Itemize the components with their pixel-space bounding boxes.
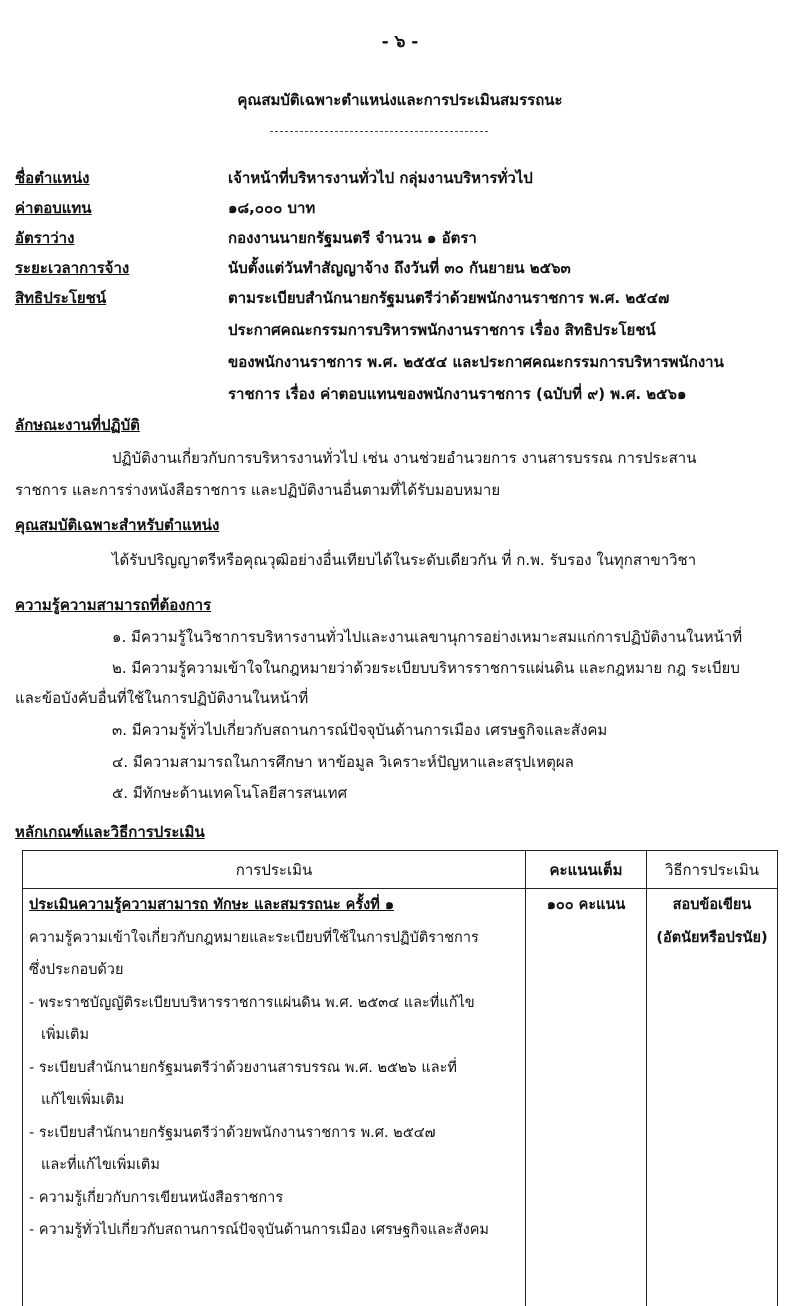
page-title: คุณสมบัติเฉพาะตำแหน่งและการประเมินสมรรถนะ <box>237 91 563 109</box>
detail-value: ราชการ เรื่อง ค่าตอบแทนของพนักงานราชการ (ฉบับที่ ๙) พ.ศ. ๒๕๖๑ <box>228 385 687 403</box>
col-header-method: วิธีการประเมิน <box>647 851 778 889</box>
job-nature-line: ราชการ และการร่างหนังสือราชการ และปฏิบัติงานอื่นตามที่ได้รับมอบหมาย <box>15 481 501 499</box>
knowledge-heading: ความรู้ความสามารถที่ต้องการ <box>15 596 212 614</box>
job-nature-heading: ลักษณะงานที่ปฏิบัติ <box>15 416 140 434</box>
page-number: - ๖ - <box>381 32 419 52</box>
job-nature-line: ปฏิบัติงานเกี่ยวกับการบริหารงานทั่วไป เช่น งานช่วยอำนวยการ งานสารบรรณ การประสาน <box>112 449 697 467</box>
col-header-assessment: การประเมิน <box>23 851 526 889</box>
assessment-lines <box>29 922 519 1247</box>
detail-label: ชื่อตำแหน่ง <box>15 169 90 187</box>
knowledge-item: ๑. มีความรู้ในวิชาการบริหารงานทั่วไปและงานเลขานุการอย่างเหมาะสมแก่การปฏิบัติงานในหน้าที่ <box>112 628 743 646</box>
qualification-text: ได้รับปริญญาตรีหรือคุณวุฒิอย่างอื่นเทียบได้ในระดับเดียวกัน ที่ ก.พ. รับรอง ในทุกสาขาวิชา <box>112 551 697 569</box>
method-line: สอบข้อเขียน <box>672 897 752 913</box>
detail-label: สิทธิประโยชน์ <box>15 289 107 307</box>
detail-value: ของพนักงานราชการ พ.ศ. ๒๕๕๔ และประกาศคณะกรรมการบริหารพนักงาน <box>228 353 724 371</box>
knowledge-item-cont: และข้อบังคับอื่นที่ใช้ในการปฏิบัติงานในหน้าที่ <box>15 689 309 707</box>
assessment-line: แก้ไขเพิ่มเติม <box>41 1092 125 1108</box>
knowledge-item: ๓. มีความรู้ทั่วไปเกี่ยวกับสถานการณ์ปัจจุบันด้านการเมือง เศรษฐกิจและสังคม <box>112 721 608 739</box>
method-line: (อัตนัยหรือปรนัย) <box>656 929 768 946</box>
assessment-line: - พระราชบัญญัติระเบียบบริหารราชการแผ่นดิน พ.ศ. ๒๕๓๔ และที่แก้ไข <box>29 994 475 1011</box>
method-cell <box>647 889 778 1306</box>
assessment-line: - ระเบียบสำนักนายกรัฐมนตรีว่าด้วยงานสารบรรณ พ.ศ. ๒๕๒๖ และที่ <box>29 1059 457 1076</box>
knowledge-item: ๔. มีความสามารถในการศึกษา หาข้อมูล วิเคราะห์ปัญหาและสรุปเหตุผล <box>112 753 574 771</box>
assessment-line: เพิ่มเติม <box>41 1027 90 1043</box>
assessment-line: ความรู้ความเข้าใจเกี่ยวกับกฎหมายและระเบียบที่ใช้ในการปฏิบัติราชการ <box>29 929 479 946</box>
assessment-line: และที่แก้ไขเพิ่มเติม <box>41 1157 160 1173</box>
title-divider <box>270 131 488 132</box>
detail-value: กองงานนายกรัฐมนตรี จำนวน ๑ อัตรา <box>228 229 477 247</box>
detail-label: ระยะเวลาการจ้าง <box>15 259 130 277</box>
assessment-line: ซึ่งประกอบด้วย <box>29 962 124 978</box>
score-value: ๑๐๐ คะแนน <box>546 897 626 913</box>
table-header-row <box>23 851 778 889</box>
detail-value: ตามระเบียบสำนักนายกรัฐมนตรีว่าด้วยพนักงานราชการ พ.ศ. ๒๕๔๗ <box>228 289 670 307</box>
criteria-heading: หลักเกณฑ์และวิธีการประเมิน <box>15 823 205 841</box>
knowledge-item: ๕. มีทักษะด้านเทคโนโลยีสารสนเทศ <box>112 784 348 802</box>
criteria-table <box>22 850 778 1306</box>
assessment-line: - ความรู้ทั่วไปเกี่ยวกับสถานการณ์ปัจจุบันด้านการเมือง เศรษฐกิจและสังคม <box>29 1222 489 1238</box>
detail-value: นับตั้งแต่วันทำสัญญาจ้าง ถึงวันที่ ๓๐ กันยายน ๒๕๖๓ <box>228 259 571 277</box>
score-cell <box>526 889 647 1306</box>
detail-value: เจ้าหน้าที่บริหารงานทั่วไป กลุ่มงานบริหารทั่วไป <box>228 169 533 187</box>
knowledge-item: ๒. มีความรู้ความเข้าใจในกฎหมายว่าด้วยระเบียบบริหารราชการแผ่นดิน และกฎหมาย กฎ ระเบียบ <box>112 659 740 677</box>
qualification-heading: คุณสมบัติเฉพาะสำหรับตำแหน่ง <box>15 516 220 534</box>
assessment-line: - ความรู้เกี่ยวกับการเขียนหนังสือราชการ <box>29 1189 284 1206</box>
detail-value: ๑๘,๐๐๐ บาท <box>228 199 316 217</box>
detail-label: ค่าตอบแทน <box>15 199 92 217</box>
detail-label: อัตราว่าง <box>15 229 75 247</box>
detail-value: ประกาศคณะกรรมการบริหารพนักงานราชการ เรื่อง สิทธิประโยชน์ <box>228 321 656 339</box>
table-row <box>23 889 778 1306</box>
col-header-score: คะแนนเต็ม <box>526 851 647 889</box>
assessment-cell <box>23 889 526 1306</box>
assessment-title: ประเมินความรู้ความสามารถ ทักษะ และสมรรถนะ ครั้งที่ ๑ <box>29 897 395 913</box>
assessment-line: - ระเบียบสำนักนายกรัฐมนตรีว่าด้วยพนักงานราชการ พ.ศ. ๒๕๔๗ <box>29 1124 436 1141</box>
